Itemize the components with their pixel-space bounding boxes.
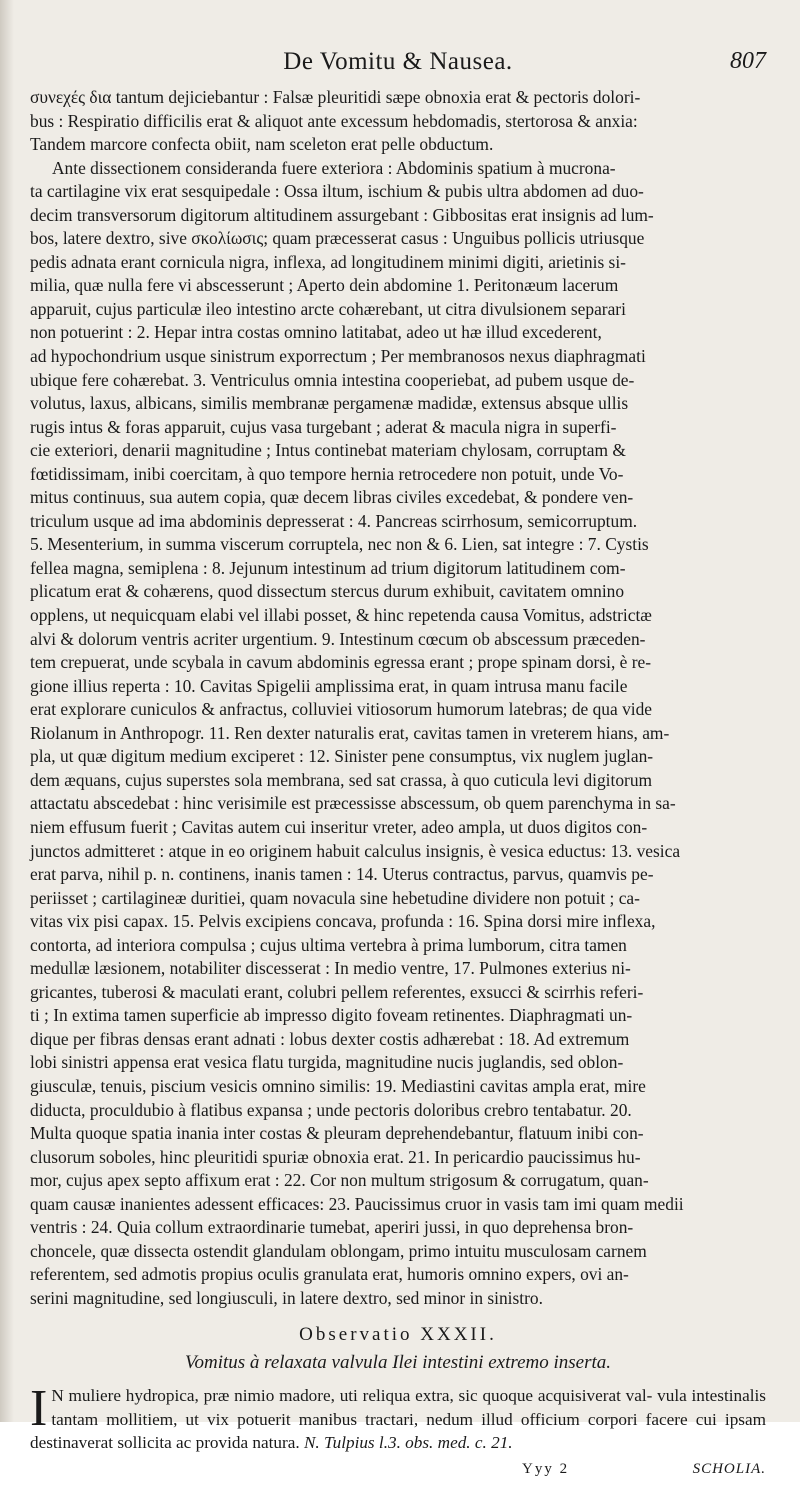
text-line: 5. Mesenterium, in summa viscerum corruptela, nec non & 6. Lien, sat integre : 7. Cystis [30,534,649,555]
text-line: bus : Respiratio difficilis erat & aliquot ante excessum hebdomadis, stertorosa & anxia: [30,110,638,131]
text-line: triculum usque ad ima abdominis depresserat : 4. Pancreas scirrhosum, semicorruptum. [30,510,638,531]
signature-mark: Yyy 2 [522,1460,570,1477]
text-line: contorta, ad interiora compulsa ; cujus ultima vertebra à prima lumborum, citra tamen [30,934,627,955]
text-line: erat explorare cuniculos & anfractus, colluviei vitiosorum humorum latebras; de qua vide [30,699,653,720]
text-line: pedis adnata erant cornicula nigra, inflexa, ad longitudinem minimi digiti, arietinis si- [30,251,626,272]
text-line: συνεχές δια tantum dejiciebantur : Falsæ pleuritidi sæpe obnoxia erat & pectoris dolori- [30,87,641,107]
text-line: mitus continuus, sua autem copia, quæ decem libras civiles excedebat, & pondere ven- [30,487,634,508]
text-line: plicatum erat & cohærens, quod dissectum stercus durum exhibuit, cavitatem omnino [30,581,625,602]
text-line: ad hypochondrium usque sinistrum exporrectum ; Per membranosos nexus diaphragmati [30,346,646,367]
text-line: cie exteriori, denarii magnitudine ; Intus continebat materiam chylosam, corruptam & [30,440,626,461]
running-head: De Vomitu & Nausea. [283,48,513,75]
catchword: SCHOLIA. [692,1460,766,1477]
text-line: volutus, laxus, albicans, similis membranæ pergamenæ madidæ, extensus absque ullis [30,393,629,414]
observation-text: N muliere hydropica, præ nimio madore, uti reliqua extra, sic quoque acquisiverat val- vula intestinalis tantam mollitiem, ut vix potuerit manibus tractari, nedum illud officium corpori facere cui ipsam destinaverat sollicita ac provida natura. [30,1386,766,1453]
observation-title: Vomitus à relaxata valvula Ilei intestini extremo inserta. [184,1352,611,1374]
text-line: diducta, proculdubio à flatibus expansa ; unde pectoris doloribus crebro tentabatur. 20. [30,1099,632,1120]
text-line: alvi & dolorum ventris acriter urgentium. 9. Intestinum cœcum ob abscessum præceden- [30,628,646,649]
text-line: gricantes, tuberosi & maculati erant, colubri pellem referentes, exsucci & scirrhis referi- [30,981,644,1002]
main-text [30,86,766,1310]
text-line: ventris : 24. Quia collum extraordinarie tumebat, aperiri jussi, in quo deprehensa bron- [30,1217,634,1238]
text-line: fellea magna, semiplena : 8. Jejunum intestinum ad trium digitorum latitudinem com- [30,557,626,578]
page-number: 807 [730,48,766,74]
text-line: opplens, ut nequicquam elabi vel illabi posset, & hinc repetenda causa Vomitus, adstrictæ [30,605,652,626]
text-line: Multa quoque spatia inania inter costas & pleuram deprehendebantur, flatuum inibi con- [30,1123,644,1144]
text-line: erat parva, nihil p. n. continens, inanis tamen : 14. Uterus contractus, parvus, quamvis pe- [30,864,654,885]
text-line: periisset ; cartilagineæ duritiei, quam novacula sine hebetudine dividere non potuit ; ca- [30,887,640,908]
text-line: dique per fibras densas erant adnati : lobus dexter costis adhærebat : 18. Ad extremum [30,1028,630,1049]
text-line: ti ; In extima tamen superficie ab impresso digito foveam retinentes. Diaphragmati un- [30,1005,633,1026]
page-header [30,48,766,86]
text-line: tem crepuerat, unde scybala in cavum abdominis egressa erant ; prope spinam dorsi, è re- [30,652,652,673]
text-line: ta cartilagine vix erat sesquipedale : Ossa iltum, ischium & pubis ultra abdomen ad duo- [30,181,644,202]
text-line: clusorum soboles, hinc pleuritidi spuriæ obnoxia erat. 21. In pericardio paucissimus hu- [30,1146,641,1167]
text-line: junctos admitteret : atque in eo originem habuit calculus insignis, è vesica eductus: 13. vesica [30,840,681,861]
text-line: lobi sinistri appensa erat vesica flatu turgida, magnitudine nucis juglandis, sed oblon- [30,1052,624,1073]
text-line: pla, ut quæ digitum medium exciperet : 12. Sinister pene consumptus, vix nuglem juglan- [30,746,654,767]
text-line: medullæ læsionem, notabiliter discesserat : In medio ventre, 17. Pulmones exterius ni- [30,958,631,979]
text-line: gione illius reperta : 10. Cavitas Spigelii amplissima erat, in quam intrusa manu facile [30,675,628,696]
text-line: vitas vix pisi capax. 15. Pelvis excipiens concava, profunda : 16. Spina dorsi mire inflexa, [30,911,656,932]
text-line: Riolanum in Anthropogr. 11. Ren dexter naturalis erat, cavitas tamen in vreterem hians, am- [30,722,670,743]
text-line: milia, quæ nulla fere vi abscesserunt ; Aperto dein abdomine 1. Peritonæum lacerum [30,275,619,296]
text-line: rugis intus & foras apparuit, cujus vasa turgebant ; aderat & macula nigra in superfi- [30,416,617,437]
text-line: mor, cujus apex septo affixum erat : 22. Cor non multum strigosum & corrugatum, quan- [30,1170,649,1191]
text-line: non potuerint : 2. Hepar intra costas omnino latitabat, adeo ut hæ illud excederent, [30,322,602,343]
text-line: dem æquans, cujus superstes sola membrana, sed sat crassa, à quo cuticula levi digitorum [30,769,653,790]
drop-cap: I [30,1380,48,1438]
text-line: niem effusum fuerit ; Cavitas autem cui inseritur vreter, adeo ampla, ut duos digitos con- [30,816,648,837]
text-line: serini magnitudine, sed longiusculi, in latere dextro, sed minor in sinistro. [30,1287,543,1308]
observation-body [30,1380,766,1455]
observation-heading: Observatio XXXII. [299,1324,497,1346]
text-line: fœtidissimam, inibi coercitam, à quo tempore hernia retrocedere non potuit, unde Vo- [30,463,624,484]
text-line: attactatu abscedebat : hinc verisimile est præcessisse abscessum, ob quem parenchyma in sa- [30,793,676,814]
text-line: ubique fere cohærebat. 3. Ventriculus omnia intestina cooperiebat, ad pubem usque de- [30,369,635,390]
text-line: choncele, quæ dissecta ostendit glandulam oblongam, primo intuitu musculosam carnem [30,1240,647,1261]
citation: N. Tulpius l.3. obs. med. c. 21. [303,1433,513,1453]
text-line: referentem, sed admotis propius oculis granulata erat, humoris omnino expers, ovi an- [30,1264,629,1285]
text-line: Tandem marcore confecta obiit, nam sceleton erat pelle obductum. [30,134,494,155]
page-footer [30,1461,766,1485]
text-line: apparuit, cujus particulæ ileo intestino arcte cohærebant, ut citra divulsionem separari [30,298,626,319]
text-line: giusculæ, tenuis, piscium vesicis omnino similis: 19. Mediastini cavitas ampla erat, mire [30,1075,646,1096]
text-line: bos, latere dextro, sive σκολίωσις; quam præcesserat casus : Unguibus pollicis utriusque [30,228,645,249]
text-line: quam causæ inanientes adessent efficaces: 23. Paucissimus cruor in vasis tam imi quam medii [30,1193,684,1214]
text-line: decim transversorum digitorum altitudinem assurgebant : Gibbositas erat insignis ad lum- [30,204,654,225]
text-line: Ante dissectionem consideranda fuere exteriora : Abdominis spatium à mucrona- [52,157,616,178]
